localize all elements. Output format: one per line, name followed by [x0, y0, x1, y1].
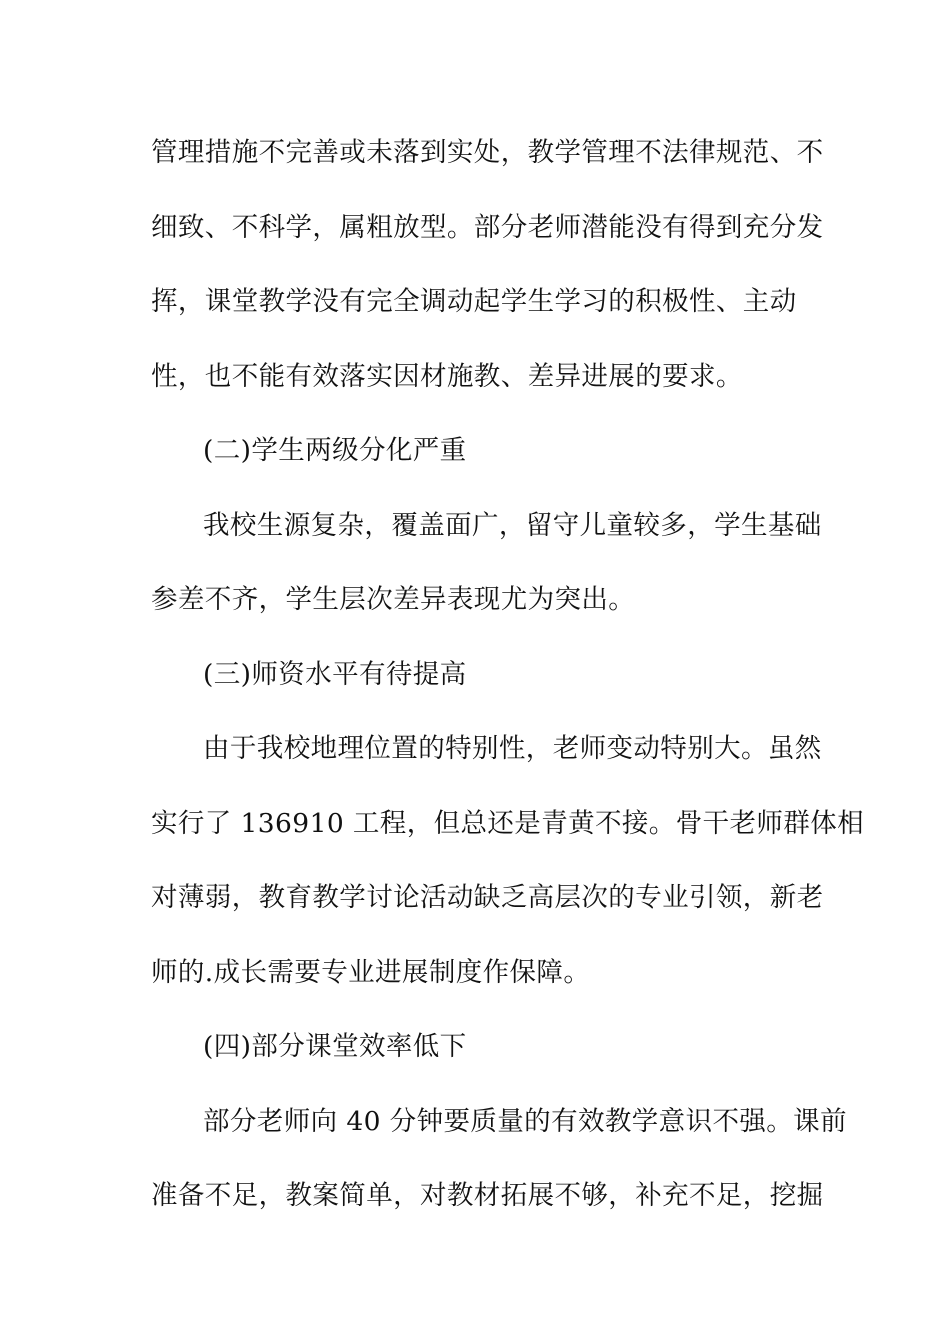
body-text-line: 挥，课堂教学没有完全调动起学生学习的积极性、主动 [151, 286, 797, 317]
section-heading: (四)部分课堂效率低下 [203, 1031, 467, 1062]
body-text-line: 由于我校地理位置的特别性，老师变动特别大。虽然 [203, 733, 822, 764]
body-text-line: 对薄弱，教育教学讨论活动缺乏高层次的专业引领，新老 [151, 882, 824, 913]
section-heading: (二)学生两级分化严重 [203, 435, 467, 466]
body-text-line: 实行了 136910 工程，但总还是青黄不接。骨干老师群体相 [151, 808, 865, 839]
body-text-line: 部分老师向 40 分钟要质量的有效教学意识不强。课前 [203, 1106, 847, 1137]
section-heading: (三)师资水平有待提高 [203, 659, 467, 690]
body-text-line: 我校生源复杂，覆盖面广，留守儿童较多，学生基础 [203, 510, 822, 541]
body-text-line: 性，也不能有效落实因材施教、差异进展的要求。 [151, 361, 743, 392]
body-text-line: 管理措施不完善或未落到实处，教学管理不法律规范、不 [151, 137, 824, 168]
body-text-line: 细致、不科学，属粗放型。部分老师潜能没有得到充分发 [151, 212, 824, 243]
body-text-line: 准备不足，教案简单，对教材拓展不够，补充不足，挖掘 [151, 1180, 824, 1211]
body-text-line: 参差不齐，学生层次差异表现尤为突出。 [151, 584, 636, 615]
body-text-line: 师的.成长需要专业进展制度作保障。 [151, 957, 591, 988]
